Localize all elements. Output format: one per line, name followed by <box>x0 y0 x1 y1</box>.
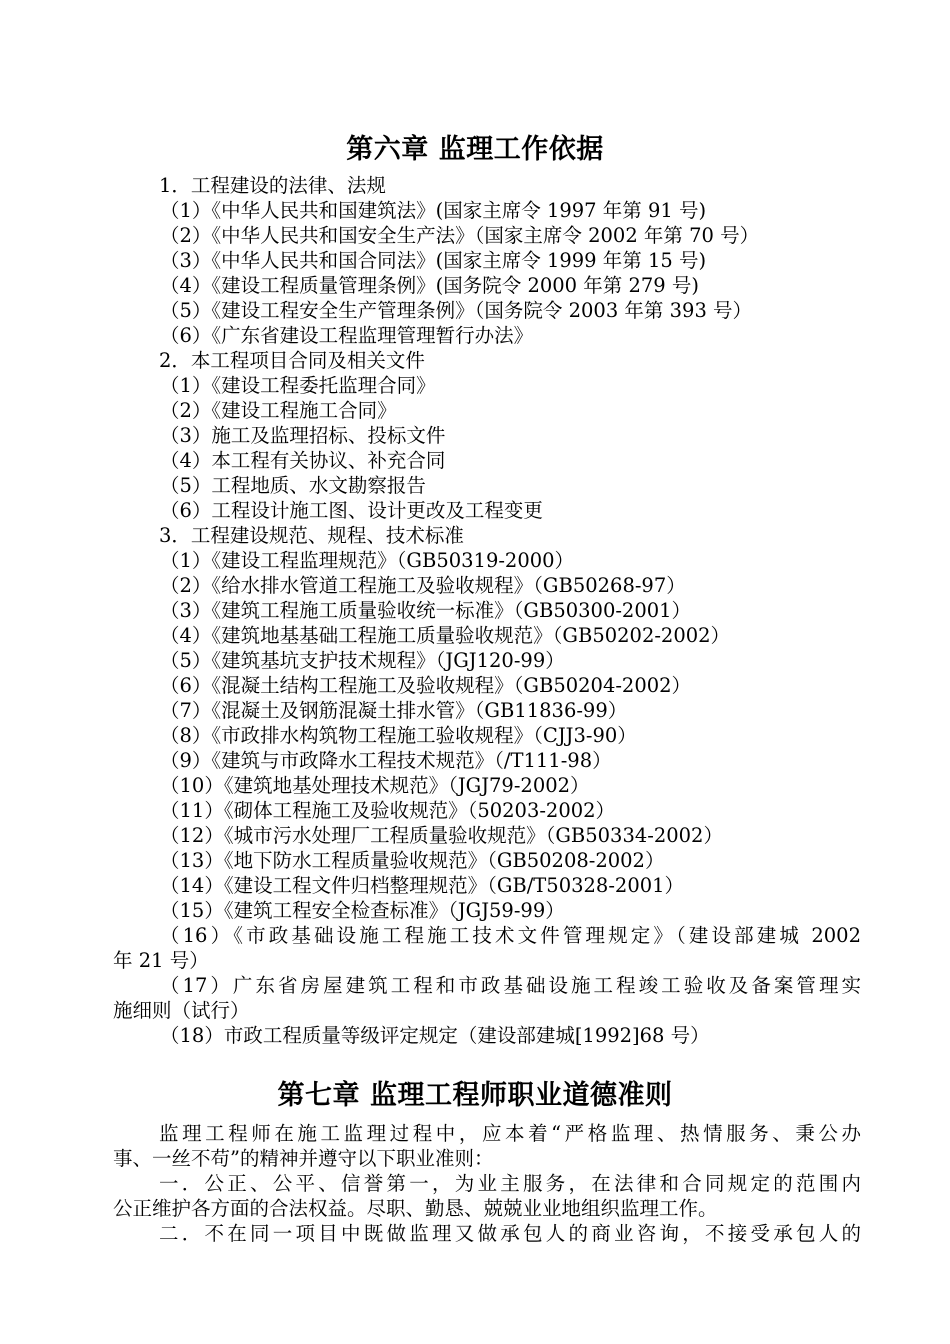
text-line: （1）《建设工程委托监理合同》 <box>160 374 436 397</box>
text-line: （13）《地下防水工程质量验收规范》（GB50208-2002） <box>160 849 665 872</box>
text-line: （1）《中华人民共和国建筑法》(国家主席令 1997 年第 91 号) <box>160 199 707 222</box>
text-line: 二．不在同一项目中既做监理又做承包人的商业咨询，不接受承包人的 <box>159 1222 861 1245</box>
text-line: （14）《建设工程文件归档整理规范》（GB/T50328-2001） <box>160 874 685 897</box>
text-line: （7）《混凝土及钢筋混凝土排水管》（GB11836-99） <box>160 699 628 722</box>
text-line: （9）《建筑与市政降水工程技术规范》（/T111-98） <box>160 749 612 772</box>
text-line: （5）工程地质、水文勘察报告 <box>160 474 426 497</box>
text-line: （17）广东省房屋建筑工程和市政基础设施工程竣工验收及备案管理实 <box>160 974 861 997</box>
text-line: （6）《广东省建设工程监理管理暂行办法》 <box>160 324 534 347</box>
text-line: （6）工程设计施工图、设计更改及工程变更 <box>160 499 543 522</box>
text-line: （2）《建设工程施工合同》 <box>160 399 397 422</box>
text-line: 监理工程师在施工监理过程中，应本着“严格监理、热情服务、秉公办 <box>159 1122 861 1145</box>
text-line: （3）《建筑工程施工质量验收统一标准》（GB50300-2001） <box>160 599 692 622</box>
text-line: 2．本工程项目合同及相关文件 <box>159 349 425 372</box>
text-line: （16）《市政基础设施工程施工技术文件管理规定》（建设部建城 2002 <box>160 924 861 947</box>
text-line: （4）《建筑地基基础工程施工质量验收规范》（GB50202-2002） <box>160 624 731 647</box>
text-line: 事、一丝不苟”的精神并遵守以下职业准则： <box>113 1147 494 1170</box>
text-line: （4）本工程有关协议、补充合同 <box>160 449 446 472</box>
text-line: （2）《给水排水管道工程施工及验收规程》（GB50268-97） <box>160 574 686 597</box>
text-line: （5）《建筑基坑支护技术规程》（JGJ120-99） <box>160 649 565 672</box>
text-line: 3．工程建设规范、规程、技术标准 <box>159 524 464 547</box>
chapter-6-body <box>113 173 861 1048</box>
chapter-7-body <box>113 1121 861 1246</box>
text-line: （8）《市政排水构筑物工程施工验收规程》（CJJ3-90） <box>160 724 637 747</box>
text-line: （3）施工及监理招标、投标文件 <box>160 424 446 447</box>
text-line: （10）《建筑地基处理技术规范》（JGJ79-2002） <box>160 774 590 797</box>
text-line: （4）《建设工程质量管理条例》(国务院令 2000 年第 279 号) <box>160 274 700 297</box>
text-line: （6）《混凝土结构工程施工及验收规程》（GB50204-2002） <box>160 674 692 697</box>
text-line: （2）《中华人民共和国安全生产法》（国家主席令 2002 年第 70 号） <box>160 224 760 247</box>
text-line: 年 21 号） <box>113 949 209 972</box>
text-line: （3）《中华人民共和国合同法》(国家主席令 1999 年第 15 号) <box>160 249 707 272</box>
text-line: （5）《建设工程安全生产管理条例》（国务院令 2003 年第 393 号） <box>160 299 753 322</box>
chapter-6-title: 第六章 监理工作依据 <box>346 134 604 165</box>
text-line: 公正维护各方面的合法权益。尽职、勤恳、兢兢业业地组织监理工作。 <box>113 1197 718 1220</box>
text-line: （12）《城市污水处理厂工程质量验收规范》（GB50334-2002） <box>160 824 723 847</box>
text-line: （18）市政工程质量等级评定规定（建设部建城[1992]68 号） <box>160 1024 710 1047</box>
text-line: （15）《建筑工程安全检查标准》（JGJ59-99） <box>160 899 565 922</box>
text-line: （1）《建设工程监理规范》（GB50319-2000） <box>160 549 575 572</box>
text-line: 施细则（试行） <box>113 999 250 1022</box>
chapter-7-title: 第七章 监理工程师职业道德准则 <box>277 1080 673 1111</box>
text-line: 一．公正、公平、信誉第一，为业主服务，在法律和合同规定的范围内 <box>159 1172 861 1195</box>
text-line: （11）《砌体工程施工及验收规范》（50203-2002） <box>160 799 616 822</box>
text-line: 1．工程建设的法律、法规 <box>159 174 386 197</box>
